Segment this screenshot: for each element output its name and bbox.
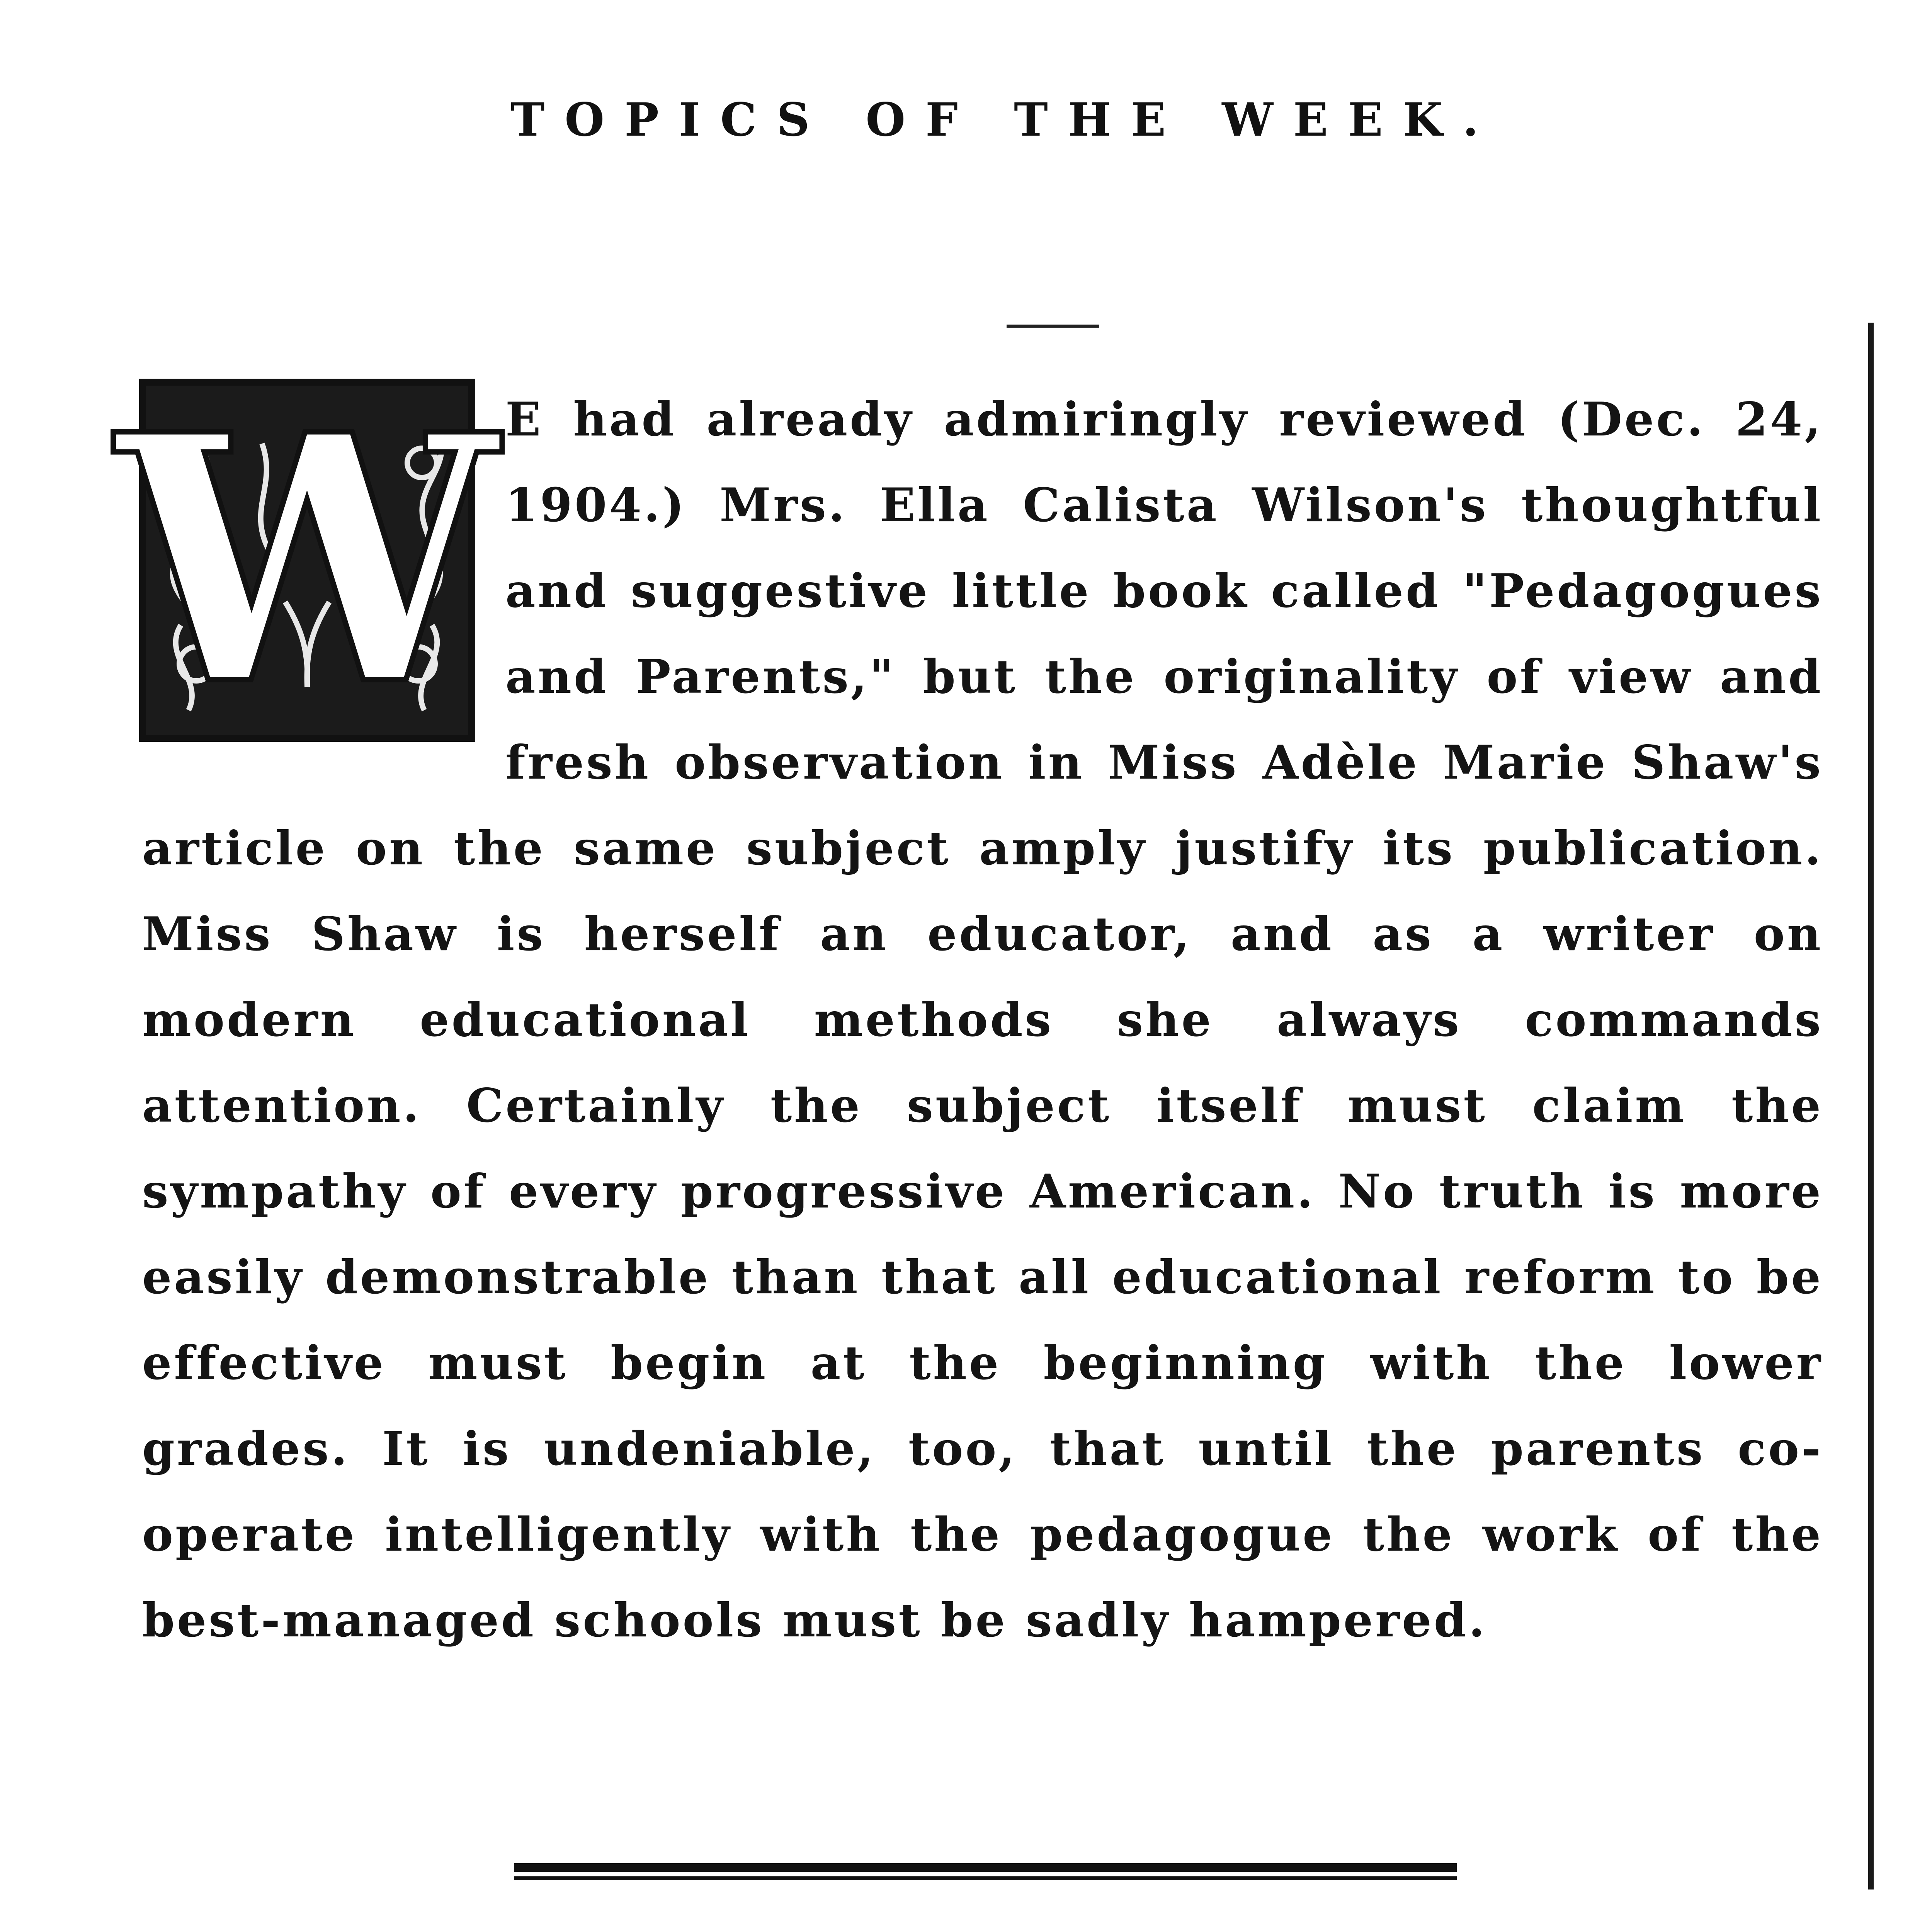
short-divider [1007, 325, 1099, 328]
closing-rule-thick [514, 1863, 1457, 1872]
article-body: E had already admiringly reviewed (Dec. 24, 1904.) Mrs. Ella Calista Wilson's thoughtful and suggestive little book called "Pedagogues and Parents," but the originality of view and fresh observation in Miss Adèle Marie Shaw's article on the same subject amply justify its publication. Miss Shaw is herself an educator, and as a writer on modern educational methods she always commands attention. Certainly the subject itself must claim the sympathy of every progressive American. No truth is more easily demonstrable than that all educational reform to be effective must begin at the beginning with the lower grades. It is undeniable, too, that until the parents co-operate intelligently with the pedagogue the work of the best-managed schools must be sadly hampered. [142, 392, 1823, 1648]
closing-rule-thin [514, 1876, 1457, 1880]
drop-cap-letter: W [116, 361, 498, 760]
page-title: TOPICS OF THE WEEK. [510, 93, 1499, 146]
column-rule [1868, 323, 1874, 1889]
drop-cap [116, 361, 498, 760]
